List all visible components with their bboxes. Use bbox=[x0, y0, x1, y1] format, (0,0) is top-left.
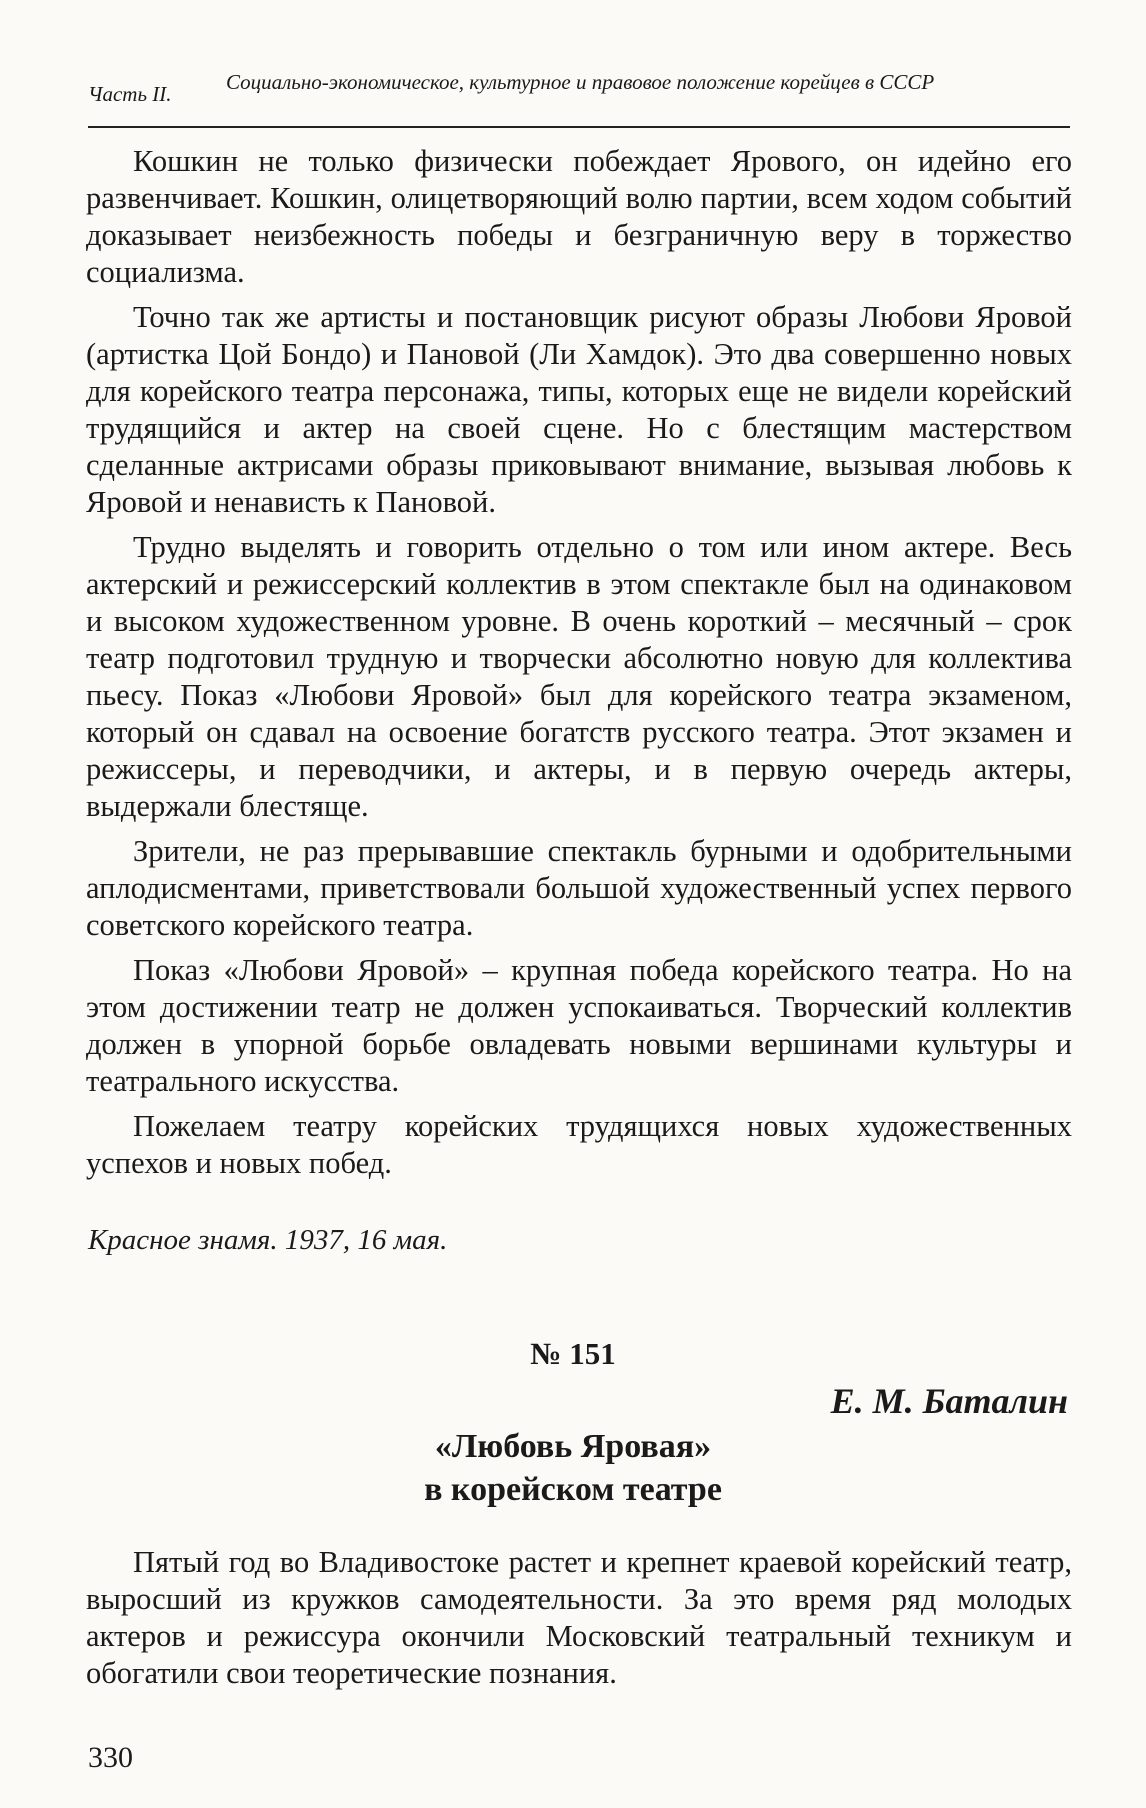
paragraph: Точно так же артисты и постановщик рисуют образы Любови Яровой (артистка Цой Бондо) и Пановой (Ли Хамдок). Это два совершенно новых для корейского театра персонажа, типы, которых еще не видели корейский трудящийся и актер на своей сцене. Но с блестящим мастерством сделанные актрисами образы приковывают внимание, вызывая любовь к Яровой и ненависть к Пановой. bbox=[86, 300, 1072, 519]
paragraph: Кошкин не только физически побеждает Ярового, он идейно его развенчивает. Кошкин, олицетворяющий волю партии, всем ходом событий доказывает неизбежность победы и безграничную веру в торжество социализма. bbox=[86, 144, 1072, 289]
paragraph: Пожелаем театру корейских трудящихся новых художественных успехов и новых побед. bbox=[86, 1109, 1072, 1180]
header-section-title: Социально-экономическое, культурное и правовое положение корейцев в СССР bbox=[226, 70, 935, 94]
header-divider bbox=[88, 126, 1070, 128]
article-author: Е. М. Баталин bbox=[830, 1381, 1068, 1421]
article-title bbox=[0, 1425, 1146, 1511]
article-body bbox=[86, 1544, 1072, 1692]
paragraph: Показ «Любови Яровой» – крупная победа корейского театра. Но на этом достижении театр не должен успокаиваться. Творческий коллектив должен в упорной борьбе овладевать новыми вершинами культуры и театрального искусства. bbox=[86, 953, 1072, 1098]
document-number: № 151 bbox=[530, 1336, 616, 1371]
paragraph: Зрители, не раз прерывавшие спектакль бурными и одобрительными аплодисментами, приветствовали большой художественный успех первого советского корейского театра. bbox=[86, 834, 1072, 942]
article-title-line: в корейском театре bbox=[424, 1471, 722, 1508]
article-title-line: «Любовь Яровая» bbox=[434, 1428, 712, 1465]
paragraph: Пятый год во Владивостоке растет и крепнет краевой корейский театр, выросший из кружков самодеятельности. За это время ряд молодых актеров и режиссура окончили Московский театральный техникум и обогатили свои теоретические познания. bbox=[86, 1545, 1072, 1690]
header-part-label: Часть II. bbox=[88, 82, 172, 106]
paragraph: Трудно выделять и говорить отдельно о том или ином актере. Весь актерский и режиссерский коллектив в этом спектакле был на одинаковом и высоком художественном уровне. В очень короткий – месячный – срок театр подготовил трудную и творчески абсолютно новую для коллектива пьесу. Показ «Любови Яровой» был для корейского театра экзаменом, который он сдавал на освоение богатств русского театра. Этот экзамен и режиссеры, и переводчики, и актеры, и в первую очередь актеры, выдержали блестяще. bbox=[86, 530, 1072, 823]
previous-document-text bbox=[86, 143, 1072, 1190]
page-number: 330 bbox=[88, 1741, 133, 1774]
source-citation: Красное знамя. 1937, 16 мая. bbox=[88, 1224, 448, 1256]
